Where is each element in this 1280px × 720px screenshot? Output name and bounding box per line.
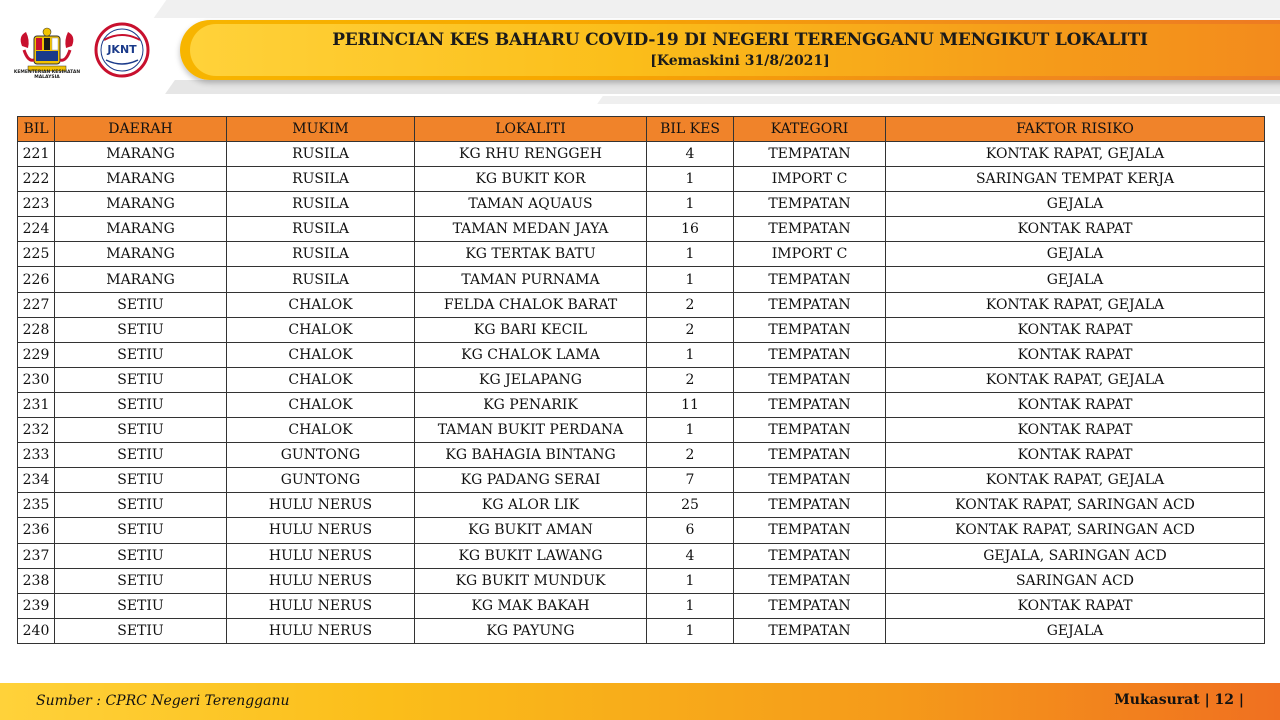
cell-bil-kes: 16: [647, 217, 734, 242]
cell-bil: 240: [18, 618, 55, 643]
table-row: [18, 518, 1265, 543]
cell-daerah: SETIU: [55, 543, 227, 568]
table-row: [18, 342, 1265, 367]
cell-bil-kes: 25: [647, 493, 734, 518]
cell-faktor-risiko: SARINGAN ACD: [886, 568, 1265, 593]
table-row: [18, 618, 1265, 643]
stripe: [597, 96, 1280, 104]
cell-faktor-risiko: KONTAK RAPAT: [886, 342, 1265, 367]
cell-kategori: TEMPATAN: [734, 142, 886, 167]
cell-kategori: TEMPATAN: [734, 593, 886, 618]
cell-lokaliti: KG CHALOK LAMA: [415, 342, 647, 367]
cell-mukim: HULU NERUS: [227, 593, 415, 618]
table-row: [18, 392, 1265, 417]
cell-bil: 226: [18, 267, 55, 292]
cell-bil-kes: 4: [647, 142, 734, 167]
table-row: [18, 543, 1265, 568]
cell-kategori: TEMPATAN: [734, 468, 886, 493]
cell-mukim: RUSILA: [227, 192, 415, 217]
cell-kategori: TEMPATAN: [734, 392, 886, 417]
cell-lokaliti: KG PAYUNG: [415, 618, 647, 643]
cell-kategori: TEMPATAN: [734, 192, 886, 217]
cell-kategori: TEMPATAN: [734, 568, 886, 593]
cell-daerah: MARANG: [55, 267, 227, 292]
cell-bil: 234: [18, 468, 55, 493]
cell-mukim: HULU NERUS: [227, 493, 415, 518]
cell-mukim: HULU NERUS: [227, 568, 415, 593]
cell-mukim: CHALOK: [227, 342, 415, 367]
cell-bil-kes: 11: [647, 392, 734, 417]
cell-bil: 221: [18, 142, 55, 167]
table-row: [18, 167, 1265, 192]
table-row: [18, 192, 1265, 217]
cell-bil-kes: 1: [647, 167, 734, 192]
cell-bil-kes: 1: [647, 242, 734, 267]
table-row: [18, 217, 1265, 242]
cell-daerah: MARANG: [55, 142, 227, 167]
cell-kategori: TEMPATAN: [734, 342, 886, 367]
cell-kategori: IMPORT C: [734, 242, 886, 267]
cell-lokaliti: KG RHU RENGGEH: [415, 142, 647, 167]
cell-kategori: TEMPATAN: [734, 618, 886, 643]
cell-mukim: GUNTONG: [227, 443, 415, 468]
cell-mukim: CHALOK: [227, 418, 415, 443]
cell-bil: 237: [18, 543, 55, 568]
jknt-logo-text: JKNT: [107, 43, 137, 56]
cell-faktor-risiko: KONTAK RAPAT, GEJALA: [886, 367, 1265, 392]
cell-faktor-risiko: KONTAK RAPAT: [886, 418, 1265, 443]
cell-bil-kes: 1: [647, 418, 734, 443]
column-header-bil-kes: BIL KES: [647, 117, 734, 142]
cell-kategori: TEMPATAN: [734, 493, 886, 518]
jknt-logo: [86, 22, 158, 78]
table-row: [18, 242, 1265, 267]
table-row: [18, 367, 1265, 392]
cell-faktor-risiko: SARINGAN TEMPAT KERJA: [886, 167, 1265, 192]
cell-mukim: CHALOK: [227, 392, 415, 417]
ministry-caption: KEMENTERIAN KESIHATAN MALAYSIA: [13, 70, 81, 80]
cell-faktor-risiko: KONTAK RAPAT: [886, 443, 1265, 468]
cell-lokaliti: TAMAN BUKIT PERDANA: [415, 418, 647, 443]
cell-mukim: RUSILA: [227, 242, 415, 267]
table-row: [18, 292, 1265, 317]
cell-bil-kes: 2: [647, 292, 734, 317]
stripe: [165, 80, 1280, 94]
cell-lokaliti: KG BARI KECIL: [415, 317, 647, 342]
cell-daerah: MARANG: [55, 192, 227, 217]
cell-daerah: SETIU: [55, 342, 227, 367]
cell-lokaliti: KG BAHAGIA BINTANG: [415, 443, 647, 468]
cell-daerah: SETIU: [55, 392, 227, 417]
cell-bil-kes: 2: [647, 443, 734, 468]
cell-kategori: TEMPATAN: [734, 217, 886, 242]
cell-bil-kes: 1: [647, 267, 734, 292]
table-row: [18, 568, 1265, 593]
cell-mukim: CHALOK: [227, 317, 415, 342]
cell-bil: 227: [18, 292, 55, 317]
cell-lokaliti: KG PENARIK: [415, 392, 647, 417]
cell-mukim: RUSILA: [227, 142, 415, 167]
cell-daerah: SETIU: [55, 618, 227, 643]
cell-kategori: TEMPATAN: [734, 267, 886, 292]
cell-faktor-risiko: KONTAK RAPAT: [886, 593, 1265, 618]
table-header-row: [18, 117, 1265, 142]
cell-bil-kes: 4: [647, 543, 734, 568]
cell-bil: 228: [18, 317, 55, 342]
cell-kategori: IMPORT C: [734, 167, 886, 192]
cell-daerah: SETIU: [55, 292, 227, 317]
cell-faktor-risiko: GEJALA, SARINGAN ACD: [886, 543, 1265, 568]
page-title: PERINCIAN KES BAHARU COVID-19 DI NEGERI TERENGGANU MENGIKUT LOKALITI: [332, 30, 1148, 50]
cell-faktor-risiko: KONTAK RAPAT, GEJALA: [886, 142, 1265, 167]
column-header-lokaliti: LOKALITI: [415, 117, 647, 142]
cell-daerah: SETIU: [55, 468, 227, 493]
cell-bil: 222: [18, 167, 55, 192]
cell-mukim: HULU NERUS: [227, 618, 415, 643]
cell-lokaliti: KG MAK BAKAH: [415, 593, 647, 618]
cell-lokaliti: KG ALOR LIK: [415, 493, 647, 518]
table-row: [18, 142, 1265, 167]
cell-faktor-risiko: GEJALA: [886, 242, 1265, 267]
cell-bil-kes: 7: [647, 468, 734, 493]
cell-mukim: CHALOK: [227, 292, 415, 317]
cell-bil: 236: [18, 518, 55, 543]
cell-kategori: TEMPATAN: [734, 367, 886, 392]
cell-bil: 239: [18, 593, 55, 618]
cell-faktor-risiko: KONTAK RAPAT: [886, 217, 1265, 242]
source-note: Sumber : CPRC Negeri Terengganu: [36, 693, 290, 709]
cell-bil-kes: 1: [647, 593, 734, 618]
table-row: [18, 493, 1265, 518]
cell-kategori: TEMPATAN: [734, 518, 886, 543]
cell-faktor-risiko: KONTAK RAPAT, GEJALA: [886, 292, 1265, 317]
cell-faktor-risiko: GEJALA: [886, 618, 1265, 643]
cell-lokaliti: TAMAN PURNAMA: [415, 267, 647, 292]
stripe: [154, 0, 1280, 18]
cell-bil: 230: [18, 367, 55, 392]
cell-faktor-risiko: KONTAK RAPAT: [886, 317, 1265, 342]
cell-kategori: TEMPATAN: [734, 292, 886, 317]
cell-lokaliti: KG BUKIT AMAN: [415, 518, 647, 543]
column-header-kategori: KATEGORI: [734, 117, 886, 142]
cell-mukim: HULU NERUS: [227, 543, 415, 568]
cell-mukim: RUSILA: [227, 167, 415, 192]
cell-bil-kes: 2: [647, 317, 734, 342]
cell-bil: 223: [18, 192, 55, 217]
cell-mukim: RUSILA: [227, 267, 415, 292]
cell-mukim: RUSILA: [227, 217, 415, 242]
cell-kategori: TEMPATAN: [734, 543, 886, 568]
cell-lokaliti: TAMAN AQUAUS: [415, 192, 647, 217]
cell-faktor-risiko: KONTAK RAPAT: [886, 392, 1265, 417]
cell-lokaliti: KG PADANG SERAI: [415, 468, 647, 493]
cell-bil: 238: [18, 568, 55, 593]
cell-daerah: SETIU: [55, 568, 227, 593]
cell-kategori: TEMPATAN: [734, 317, 886, 342]
cell-bil-kes: 1: [647, 568, 734, 593]
cell-mukim: CHALOK: [227, 367, 415, 392]
cell-daerah: SETIU: [55, 593, 227, 618]
column-header-mukim: MUKIM: [227, 117, 415, 142]
cell-kategori: TEMPATAN: [734, 418, 886, 443]
cell-daerah: SETIU: [55, 493, 227, 518]
cell-bil: 233: [18, 443, 55, 468]
cell-bil: 235: [18, 493, 55, 518]
cell-bil-kes: 1: [647, 618, 734, 643]
cell-faktor-risiko: KONTAK RAPAT, SARINGAN ACD: [886, 518, 1265, 543]
cell-mukim: HULU NERUS: [227, 518, 415, 543]
table-row: [18, 443, 1265, 468]
table-row: [18, 468, 1265, 493]
cell-lokaliti: KG JELAPANG: [415, 367, 647, 392]
cell-lokaliti: KG BUKIT LAWANG: [415, 543, 647, 568]
cell-lokaliti: KG BUKIT KOR: [415, 167, 647, 192]
cell-daerah: MARANG: [55, 217, 227, 242]
cell-mukim: GUNTONG: [227, 468, 415, 493]
cell-kategori: TEMPATAN: [734, 443, 886, 468]
cell-daerah: SETIU: [55, 443, 227, 468]
cell-bil: 229: [18, 342, 55, 367]
column-header-faktor-risiko: FAKTOR RISIKO: [886, 117, 1265, 142]
cell-bil: 224: [18, 217, 55, 242]
cell-daerah: SETIU: [55, 418, 227, 443]
cell-daerah: MARANG: [55, 167, 227, 192]
cell-bil-kes: 6: [647, 518, 734, 543]
cell-daerah: SETIU: [55, 367, 227, 392]
cell-faktor-risiko: GEJALA: [886, 267, 1265, 292]
cell-daerah: SETIU: [55, 518, 227, 543]
cell-bil: 225: [18, 242, 55, 267]
cell-bil-kes: 1: [647, 192, 734, 217]
table-row: [18, 593, 1265, 618]
cell-daerah: SETIU: [55, 317, 227, 342]
cases-table: [17, 116, 1265, 644]
table-row: [18, 418, 1265, 443]
page-number: Mukasurat | 12 |: [1114, 692, 1244, 708]
cell-lokaliti: KG TERTAK BATU: [415, 242, 647, 267]
cell-bil-kes: 2: [647, 367, 734, 392]
cell-faktor-risiko: GEJALA: [886, 192, 1265, 217]
cell-bil: 232: [18, 418, 55, 443]
cell-faktor-risiko: KONTAK RAPAT, GEJALA: [886, 468, 1265, 493]
cell-faktor-risiko: KONTAK RAPAT, SARINGAN ACD: [886, 493, 1265, 518]
cell-lokaliti: TAMAN MEDAN JAYA: [415, 217, 647, 242]
cell-lokaliti: FELDA CHALOK BARAT: [415, 292, 647, 317]
cell-bil-kes: 1: [647, 342, 734, 367]
cell-bil: 231: [18, 392, 55, 417]
table-row: [18, 317, 1265, 342]
page-subtitle: [Kemaskini 31/8/2021]: [650, 53, 830, 69]
column-header-bil: BIL: [18, 117, 55, 142]
cell-daerah: MARANG: [55, 242, 227, 267]
cell-lokaliti: KG BUKIT MUNDUK: [415, 568, 647, 593]
column-header-daerah: DAERAH: [55, 117, 227, 142]
table-row: [18, 267, 1265, 292]
